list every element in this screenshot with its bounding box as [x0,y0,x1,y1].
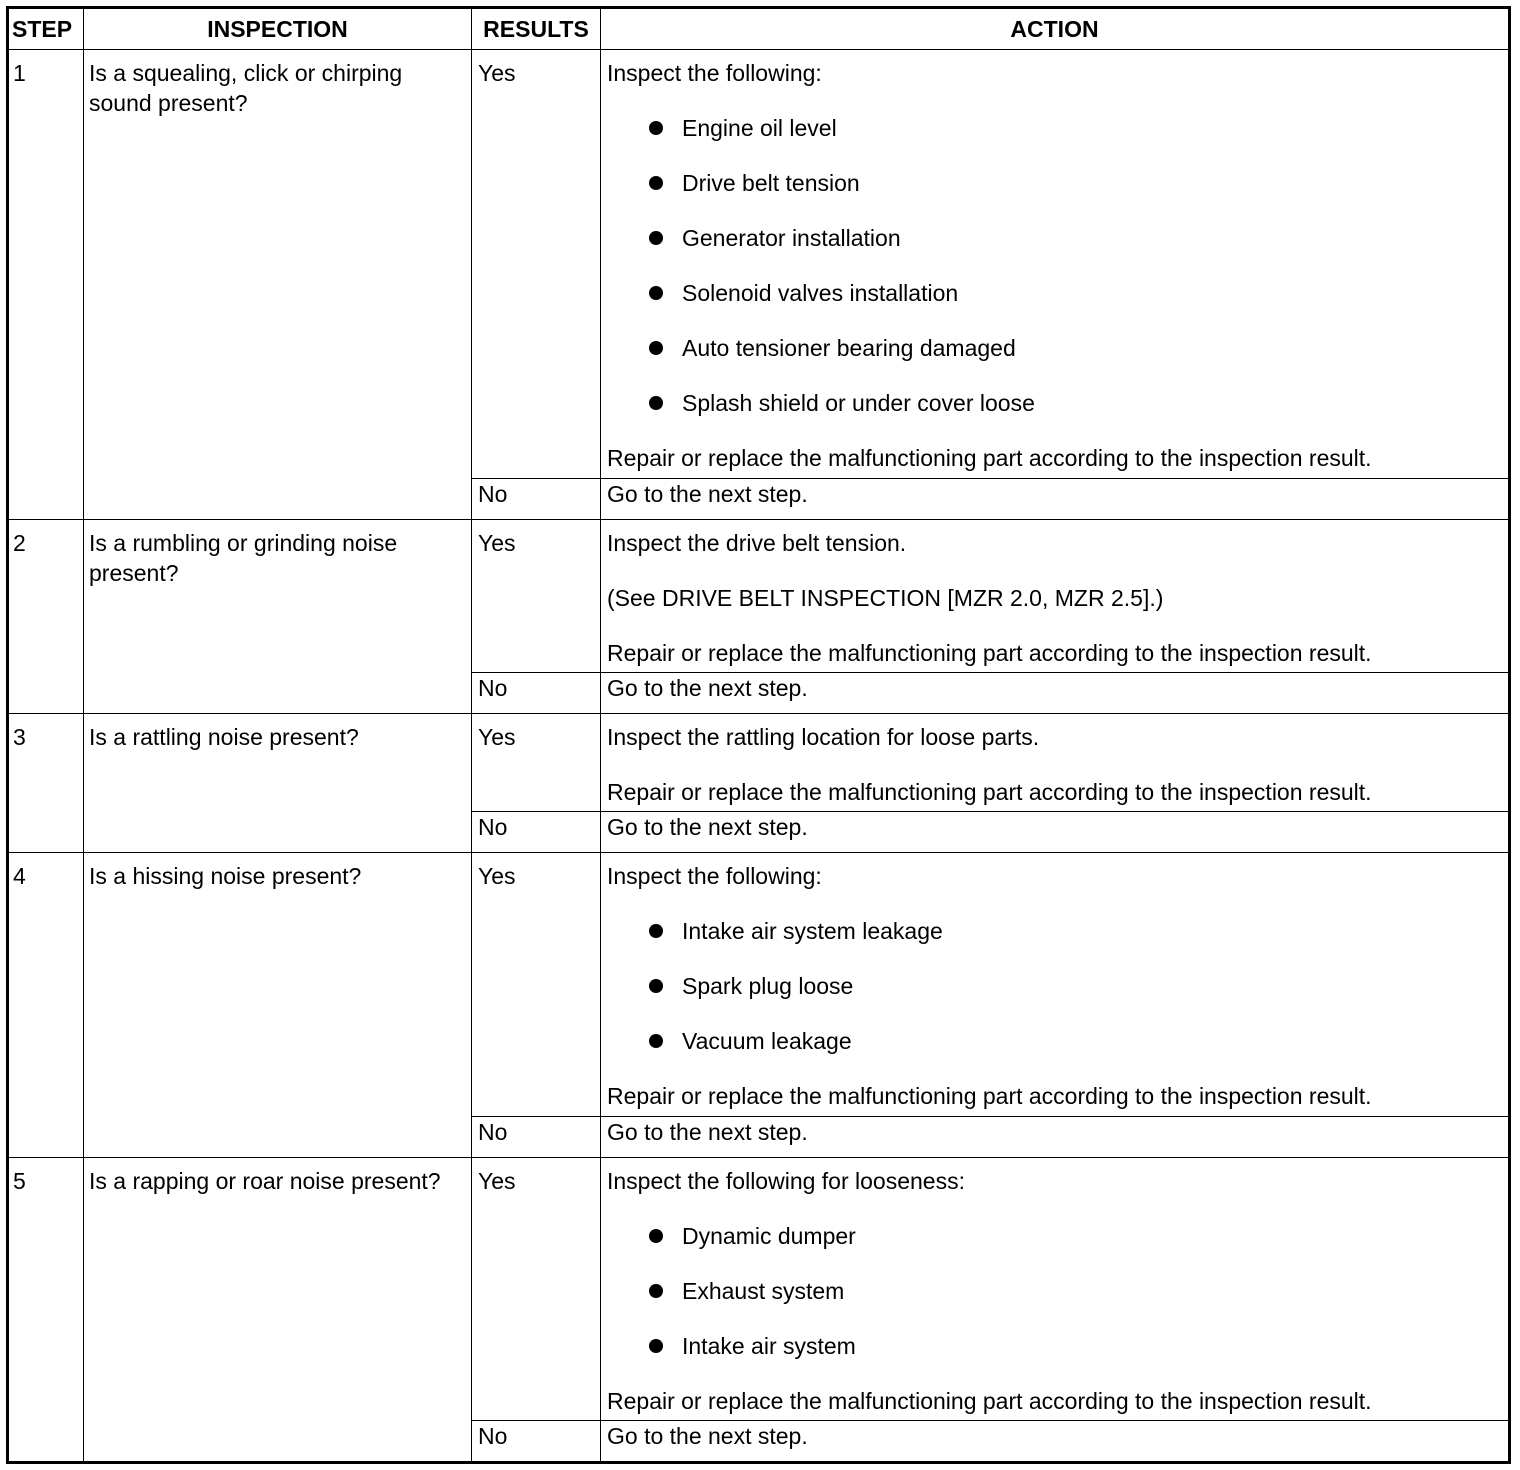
result-yes: Yes [472,713,601,811]
result-no: No [472,478,601,519]
action-no: Go to the next step. [601,1116,1510,1157]
step-number: 2 [8,519,84,713]
list-item-text: Vacuum leakage [682,1028,852,1055]
list-item-text: Drive belt tension [682,170,860,196]
list-item-text: Intake air system leakage [682,918,943,945]
list-item [607,223,1498,253]
bullet-icon [649,1339,663,1353]
list-item [607,1026,1498,1056]
list-item [607,971,1498,1001]
table-row [8,1157,1510,1420]
result-yes: Yes [472,853,601,1116]
header-action: ACTION [601,8,1510,50]
action-yes [601,519,1510,672]
action-intro: Inspect the following for looseness: [607,1167,965,1194]
bullet-icon [649,286,663,300]
list-item [607,1221,1498,1251]
bullet-icon [649,341,663,355]
list-item [607,113,1498,143]
bullet-list [607,1221,1498,1361]
action-intro: Inspect the following: [607,60,822,86]
inspection-question: Is a squealing, click or chirping sound present? [84,50,472,520]
bullet-icon [649,121,663,135]
step-number: 1 [8,50,84,520]
action-outro: Repair or replace the malfunctioning part according to the inspection result. [607,1083,1372,1110]
bullet-icon [649,1284,663,1298]
inspection-question: Is a rattling noise present? [84,713,472,852]
step-number: 3 [8,713,84,852]
list-item-text: Exhaust system [682,1277,845,1304]
diagnostic-table [6,6,1511,1464]
list-item [607,916,1498,946]
table-row [8,853,1510,1116]
list-item [607,388,1498,418]
action-yes [601,853,1510,1116]
bullet-icon [649,924,663,938]
action-no: Go to the next step. [601,672,1510,713]
inspection-question: Is a rumbling or grinding noise present? [84,519,472,713]
action-intro: Inspect the rattling location for loose parts. [607,723,1040,750]
table-header [8,8,1510,50]
list-item [607,333,1498,363]
list-item-text: Solenoid valves installation [682,280,959,306]
action-outro: Repair or replace the malfunctioning part according to the inspection result. [607,445,1372,471]
result-no: No [472,812,601,853]
action-outro: Repair or replace the malfunctioning part according to the inspection result. [607,778,1372,805]
list-item [607,1276,1498,1306]
result-yes: Yes [472,519,601,672]
bullet-icon [649,396,663,410]
bullet-list [607,113,1498,418]
header-inspection: INSPECTION [84,8,472,50]
list-item-text: Intake air system [682,1332,856,1359]
table-row [8,50,1510,479]
table-row [8,713,1510,811]
table-row [8,519,1510,672]
result-yes: Yes [472,1157,601,1420]
action-no: Go to the next step. [601,478,1510,519]
list-item-text: Splash shield or under cover loose [682,390,1035,416]
action-outro: Repair or replace the malfunctioning part according to the inspection result. [607,1387,1372,1414]
list-item-text: Spark plug loose [682,973,854,1000]
action-no: Go to the next step. [601,1421,1510,1463]
inspection-question: Is a rapping or roar noise present? [84,1157,472,1462]
result-no: No [472,1116,601,1157]
action-yes [601,50,1510,479]
list-item-text: Dynamic dumper [682,1222,856,1249]
list-item-text: Engine oil level [682,115,837,141]
step-number: 5 [8,1157,84,1462]
action-intro: Inspect the following: [607,863,822,890]
list-item-text: Generator installation [682,225,901,251]
action-intro: Inspect the drive belt tension. [607,529,907,556]
list-item-text: Auto tensioner bearing damaged [682,335,1016,361]
result-no: No [472,1421,601,1463]
list-item [607,168,1498,198]
bullet-icon [649,176,663,190]
action-outro: Repair or replace the malfunctioning part according to the inspection result. [607,639,1372,666]
action-reference: (See DRIVE BELT INSPECTION [MZR 2.0, MZR 2.5].) [607,584,1164,611]
action-yes [601,713,1510,811]
bullet-list [607,916,1498,1056]
result-yes: Yes [472,50,601,479]
bullet-icon [649,1229,663,1243]
bullet-icon [649,979,663,993]
bullet-icon [649,231,663,245]
action-yes [601,1157,1510,1420]
bullet-icon [649,1034,663,1048]
result-no: No [472,672,601,713]
header-results: RESULTS [472,8,601,50]
header-row [8,8,1510,50]
action-no: Go to the next step. [601,812,1510,853]
list-item [607,1331,1498,1361]
header-step: STEP [8,8,84,50]
inspection-question: Is a hissing noise present? [84,853,472,1157]
step-number: 4 [8,853,84,1157]
list-item [607,278,1498,308]
